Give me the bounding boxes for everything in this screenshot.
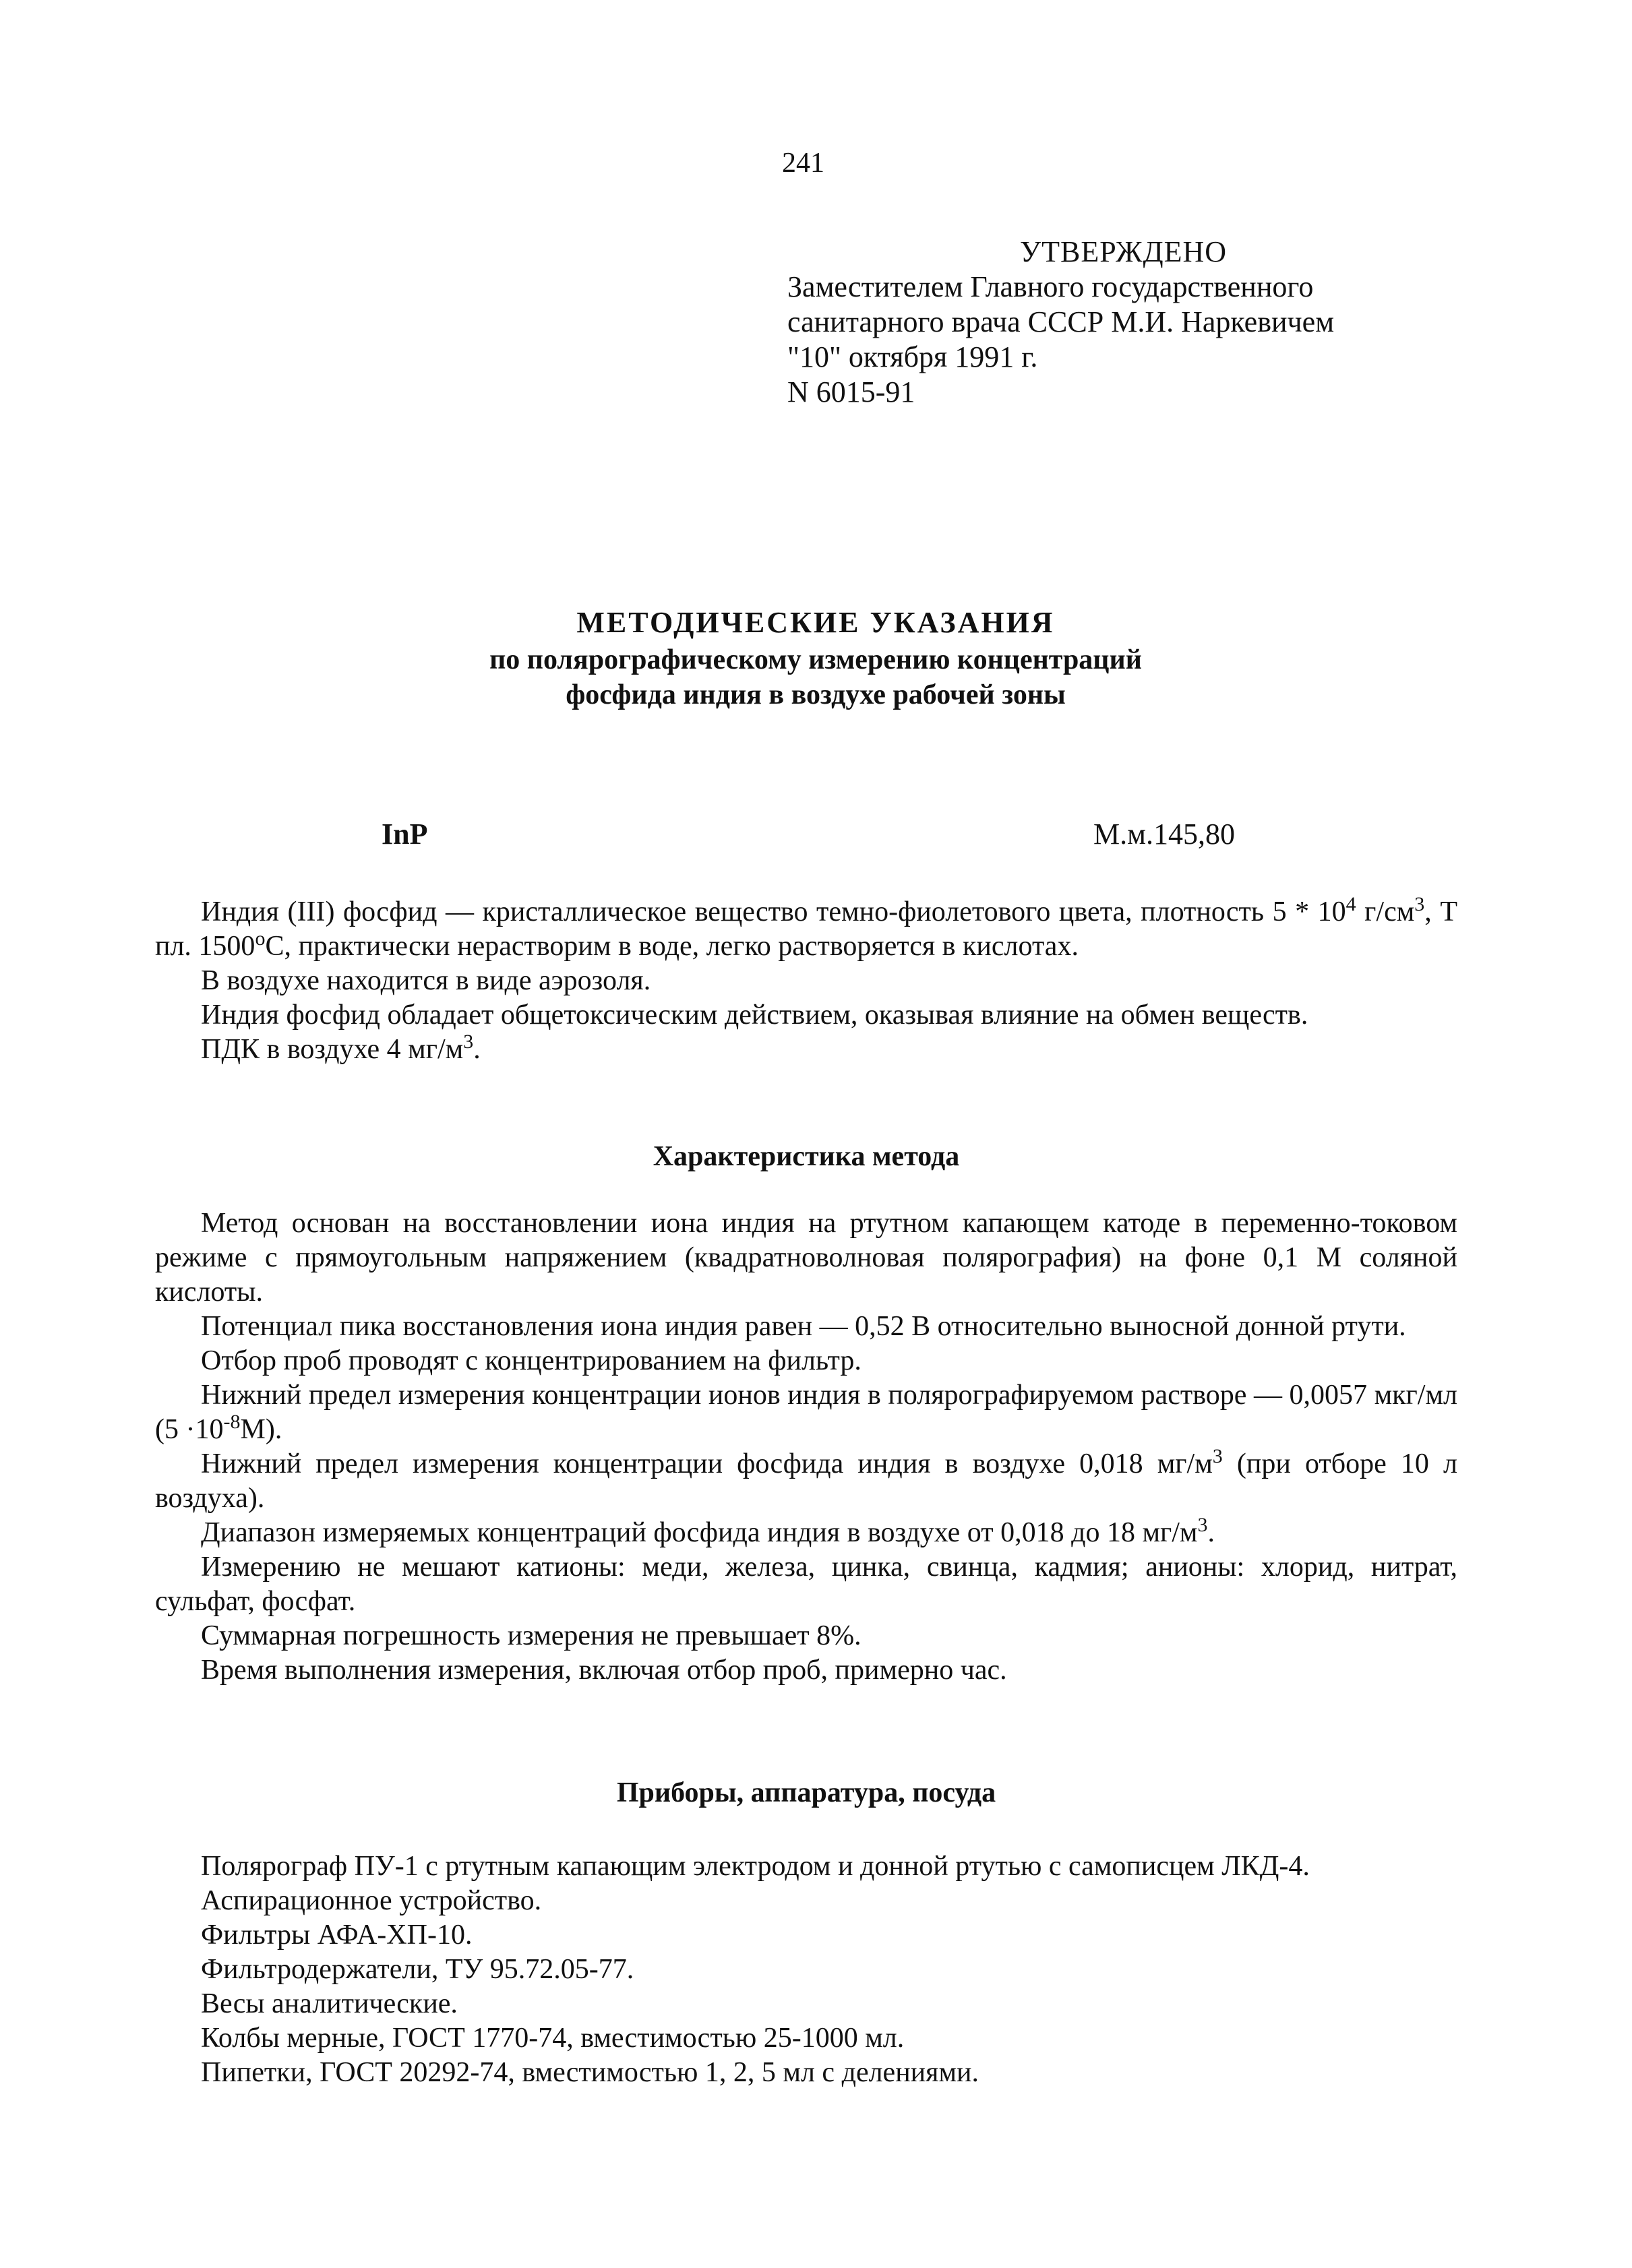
list-item: Весы аналитические. [201, 1988, 458, 2019]
list-item: Колбы мерные, ГОСТ 1770-74, вместимостью 25-1000 мл. [201, 2023, 905, 2054]
intro-paragraph: ПДК в воздухе 4 $мг/м^3$. [201, 1031, 481, 1065]
document-title [202, 603, 1429, 712]
intro-section [155, 895, 1457, 1067]
approval-title: УТВЕРЖДЕНО [1020, 235, 1228, 268]
approval-line: санитарного врача СССР М.И. Наркевичем [787, 305, 1335, 338]
list-item: Фильтры АФА-ХП-10. [201, 1920, 473, 1951]
title-main: МЕТОДИЧЕСКИЕ УКАЗАНИЯ [576, 606, 1055, 639]
method-paragraph: Время выполнения измерения, включая отбор проб, примерно час. [201, 1655, 1007, 1686]
page-number: 241 [782, 148, 824, 179]
equipment-list [201, 1849, 1457, 2090]
chemical-formula: InP [382, 818, 428, 851]
method-paragraph: Суммарная погрешность измерения не превышает 8%. [201, 1620, 862, 1651]
method-paragraph: Измерению не мешают катионы: меди, железа, цинка, свинца, кадмия; анионы: хлорид, нитрат, сульфат, фосфат. [155, 1552, 1457, 1617]
method-paragraph: Метод основан на восстановлении иона индия на ртутном капающем катоде в переменно-токовом режиме с прямоугольным напряжением (квадратноволновая полярография) на фоне 0,1 М соляной кислоты. [155, 1208, 1457, 1308]
list-item: Пипетки, ГОСТ 20292-74, вместимостью 1, 2, 5 мл с делениями. [201, 2057, 979, 2088]
intro-paragraph: Индия фосфид обладает общетоксическим действием, оказывая влияние на обмен веществ. [201, 1000, 1308, 1031]
intro-paragraph: В воздухе находится в виде аэрозоля. [201, 965, 651, 996]
section-heading-method: Характеристика метода [653, 1141, 960, 1172]
molar-mass: М.м.145,80 [1093, 818, 1235, 851]
approval-block [787, 235, 1334, 410]
method-paragraph: Отбор проб проводят с концентрированием на фильтр. [201, 1345, 862, 1376]
title-subtitle: фосфида индия в воздухе рабочей зоны [566, 679, 1066, 710]
list-item: Аспирационное устройство. [201, 1885, 542, 1916]
approval-number: N 6015-91 [787, 375, 915, 408]
intro-paragraph: Индия (III) фосфид — кристаллическое вещество темно-фиолетового цвета, плотность $5 * 10^4$ $г/см^3$, Т пл. $1500^оС$, практически нерастворим в воде, легко растворяется в кислотах. [155, 893, 1457, 962]
list-item: Фильтродержатели, ТУ 95.72.05-77. [201, 1954, 634, 1985]
list-item: Полярограф ПУ-1 с ртутным капающим электродом и донной ртутью с самописцем ЛКД-4. [201, 1851, 1310, 1882]
title-subtitle: по полярографическому измерению концентраций [489, 644, 1142, 675]
method-section [155, 1206, 1457, 1688]
approval-line: Заместителем Главного государственного [787, 270, 1314, 303]
method-paragraph: Нижний предел измерения концентрации ионов индия в полярографируемом растворе — 0,0057 мкг/мл $(5 \cdot 10^{-8}М)$. [155, 1380, 1457, 1445]
method-paragraph: Диапазон измеряемых концентраций фосфида индия в воздухе от 0,018 до 18 $мг/м^3$. [201, 1514, 1215, 1548]
method-paragraph: Потенциал пика восстановления иона индия равен — 0,52 В относительно выносной донной ртути. [201, 1311, 1406, 1342]
section-heading-equipment: Приборы, аппаратура, посуда [616, 1777, 996, 1808]
method-paragraph: Нижний предел измерения концентрации фосфида индия в воздухе 0,018 $мг/м^3$ (при отборе 10 л воздуха). [155, 1445, 1457, 1514]
approval-date: "10" октября 1991 г. [787, 340, 1038, 373]
